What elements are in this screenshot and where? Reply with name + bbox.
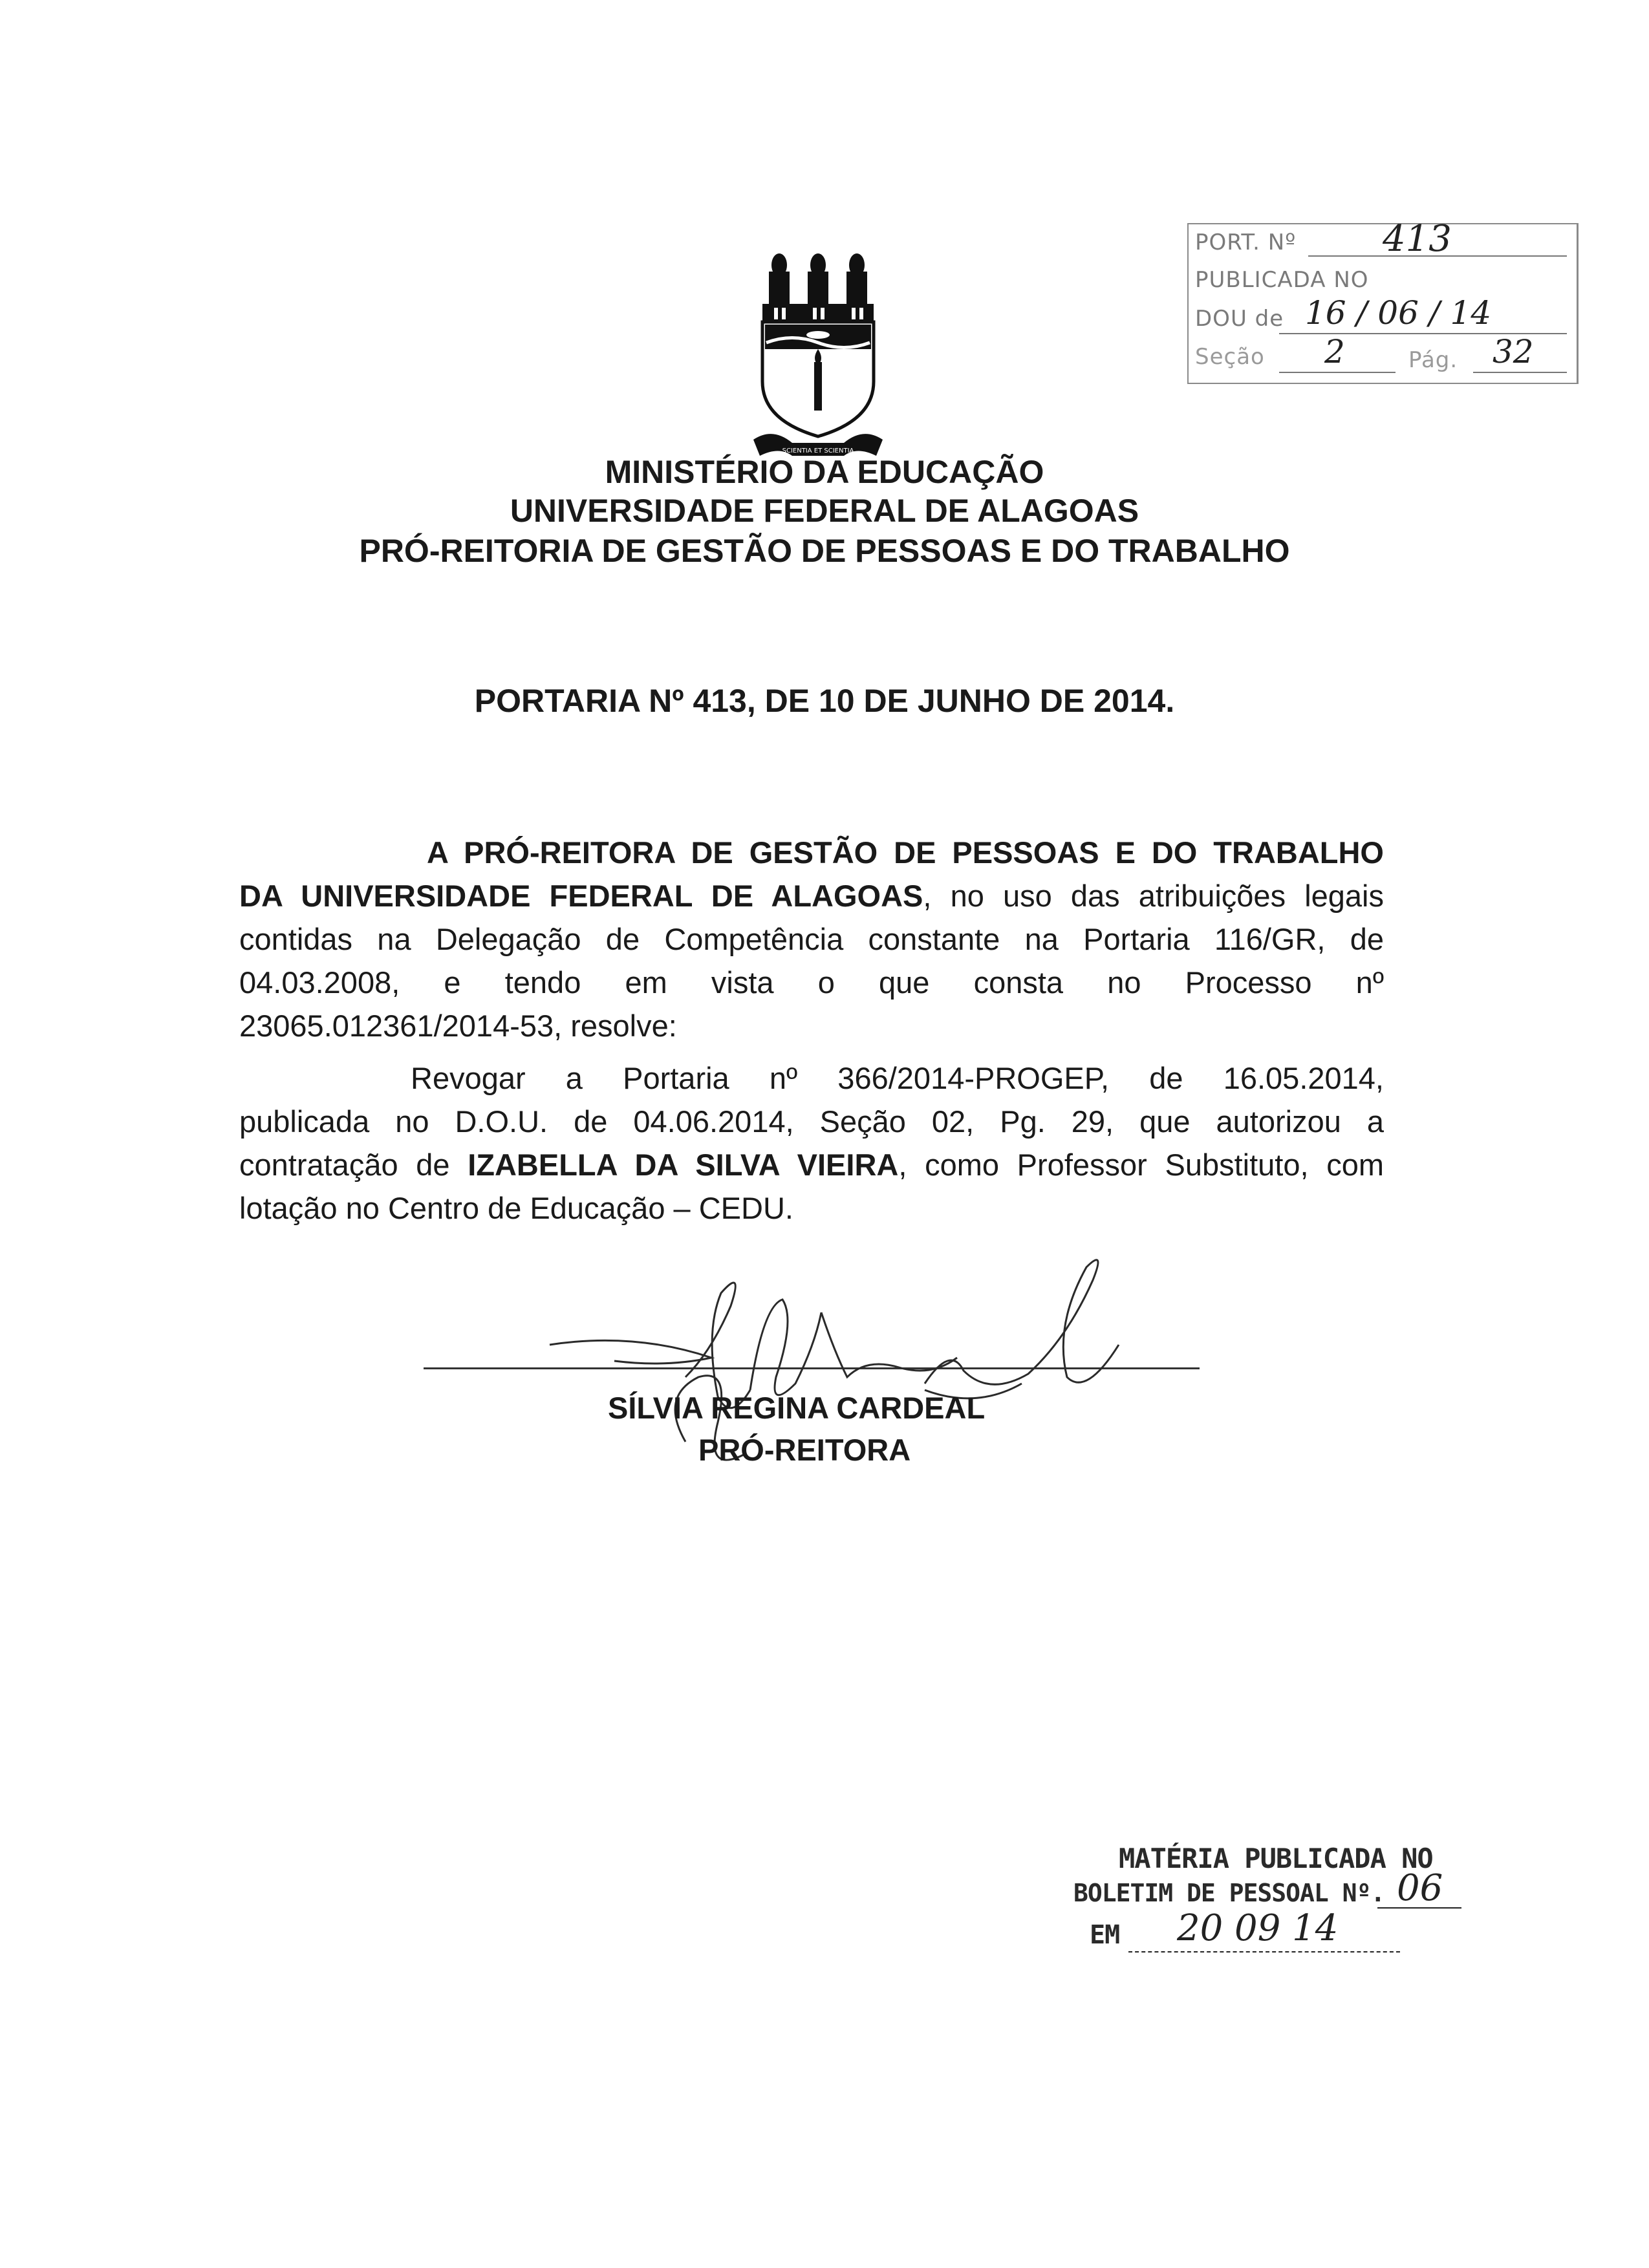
stamp-dou-label: DOU de xyxy=(1195,306,1284,332)
header-ministry: MINISTÉRIO DA EDUCAÇÃO xyxy=(605,454,1044,490)
boletim-line2: BOLETIM DE PESSOAL Nº. xyxy=(1073,1879,1385,1907)
stamp-pag-label: Pág. xyxy=(1408,347,1458,373)
boletim-line1: MATÉRIA PUBLICADA NO xyxy=(1119,1843,1433,1874)
stamp-secao-value: 2 xyxy=(1324,333,1345,370)
stamp-port-value: 413 xyxy=(1383,218,1452,260)
paragraph1-line2 xyxy=(239,874,1384,917)
header-university: UNIVERSIDADE FEDERAL DE ALAGOAS xyxy=(510,493,1139,529)
paragraph1-line5: 23065.012361/2014-53, resolve: xyxy=(239,1009,677,1043)
publication-stamp xyxy=(1187,218,1579,384)
stamp-line xyxy=(1473,372,1567,373)
document-title: PORTARIA Nº 413, DE 10 DE JUNHO DE 2014. xyxy=(474,683,1175,719)
stamp-secao-label: Seção xyxy=(1195,344,1265,370)
paragraph2-line2: publicada no D.O.U. de 04.06.2014, Seção 02, Pg. 29, que autorizou a xyxy=(239,1104,1384,1139)
paragraph1-line4: 04.03.2008, e tendo em vista o que consta no Processo nº xyxy=(239,965,1384,1000)
paragraph2-text-before: contratação de xyxy=(239,1148,468,1182)
stamp-dou-date: 16 / 06 / 14 xyxy=(1305,294,1492,332)
paragraph2-line4: lotação no Centro de Educação – CEDU. xyxy=(239,1191,793,1225)
stamp-line xyxy=(1279,372,1396,373)
boletim-stamp xyxy=(1073,1843,1474,1972)
signatory-role: PRÓ-REITORA xyxy=(698,1433,911,1467)
stamp-line xyxy=(1128,1951,1400,1952)
paragraph2-person-name: IZABELLA DA SILVA VIEIRA xyxy=(468,1148,899,1182)
stamp-pag-value: 32 xyxy=(1493,333,1534,370)
boletim-number: 06 xyxy=(1397,1867,1443,1909)
stamp-line xyxy=(1377,1907,1461,1909)
boletim-date: 20 09 14 xyxy=(1177,1907,1339,1949)
paragraph2-line3 xyxy=(239,1143,1384,1186)
paragraph2-text-after: , como Professor Substituto, com xyxy=(898,1148,1385,1182)
stamp-port-label: PORT. Nº xyxy=(1195,230,1297,255)
university-crest-logo xyxy=(753,252,883,465)
stamp-publicada-label: PUBLICADA NO xyxy=(1195,267,1369,293)
header-pro-reitoria: PRÓ-REITORIA DE GESTÃO DE PESSOAS E DO TRABALHO xyxy=(359,533,1290,569)
crest-motto: SCIENTIA ET SCIENTIA xyxy=(782,447,854,455)
paragraph1-line1: A PRÓ-REITORA DE GESTÃO DE PESSOAS E DO TRABALHO xyxy=(427,835,1384,870)
paragraph2-line1: Revogar a Portaria nº 366/2014-PROGEP, de 16.05.2014, xyxy=(411,1061,1384,1095)
paragraph1-bold-institution: DA UNIVERSIDADE FEDERAL DE ALAGOAS xyxy=(239,879,923,913)
paragraph1-text: , no uso das atribuições legais xyxy=(923,879,1384,913)
paragraph1-line3: contidas na Delegação de Competência constante na Portaria 116/GR, de xyxy=(239,922,1384,956)
boletim-line3: EM xyxy=(1090,1920,1120,1950)
signatory-name: SÍLVIA REGINA CARDEAL xyxy=(608,1391,986,1425)
